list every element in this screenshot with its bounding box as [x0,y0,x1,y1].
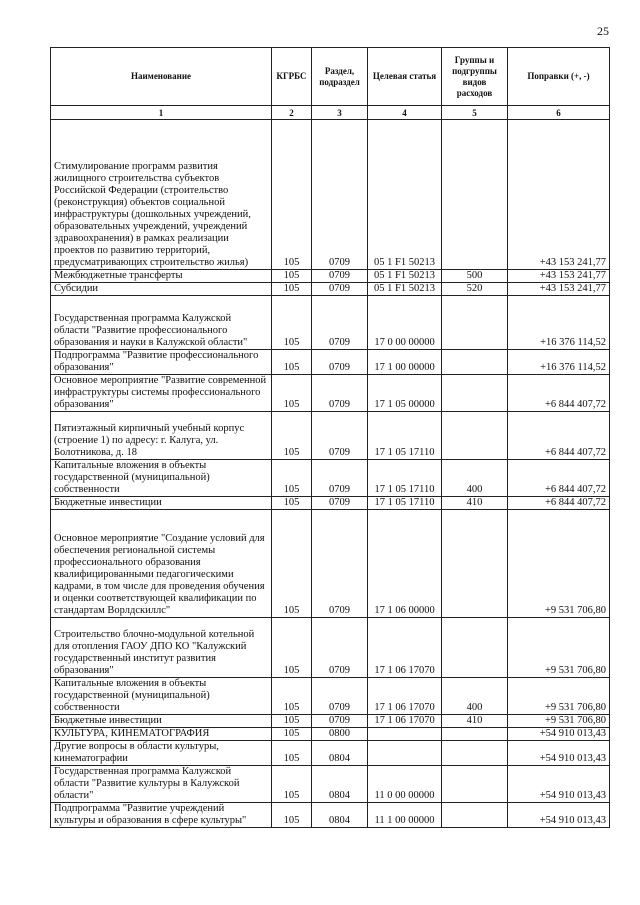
row-amount: +54 910 013,43 [508,728,610,741]
row-kgrbs: 105 [272,715,312,728]
row-expense-group [442,412,508,460]
row-expense-group [442,728,508,741]
table-row [51,678,610,715]
row-razdel: 0709 [312,350,368,375]
row-kgrbs: 105 [272,728,312,741]
row-name: КУЛЬТУРА, КИНЕМАТОГРАФИЯ [51,728,272,741]
row-expense-group: 400 [442,678,508,715]
row-kgrbs: 105 [272,510,312,618]
row-expense-group [442,120,508,270]
header-name: Наименование [51,48,272,106]
row-amount: +9 531 706,80 [508,678,610,715]
row-kgrbs: 105 [272,120,312,270]
row-razdel: 0709 [312,510,368,618]
table-row [51,715,610,728]
row-name: Бюджетные инвестиции [51,715,272,728]
budget-table [50,47,610,828]
row-kgrbs: 105 [272,618,312,678]
row-razdel: 0709 [312,497,368,510]
row-target-article: 05 1 F1 50213 [368,120,442,270]
row-expense-group [442,296,508,350]
row-amount: +43 153 241,77 [508,283,610,296]
row-kgrbs: 105 [272,766,312,803]
row-razdel: 0709 [312,460,368,497]
row-razdel: 0709 [312,715,368,728]
row-amount: +6 844 407,72 [508,497,610,510]
row-target-article: 05 1 F1 50213 [368,270,442,283]
row-amount: +6 844 407,72 [508,375,610,412]
header-target: Целевая статья [368,48,442,106]
column-number-row [51,106,610,120]
row-razdel: 0709 [312,120,368,270]
table-row [51,497,610,510]
row-target-article: 17 0 00 00000 [368,296,442,350]
header-amount: Поправки (+, -) [508,48,610,106]
table-row [51,375,610,412]
row-razdel: 0804 [312,803,368,828]
header-kgrbs: КГРБС [272,48,312,106]
row-name: Другие вопросы в области культуры, кинематографии [51,741,272,766]
column-number: 1 [51,106,272,120]
row-expense-group: 410 [442,715,508,728]
row-kgrbs: 105 [272,350,312,375]
row-amount: +54 910 013,43 [508,766,610,803]
row-amount: +9 531 706,80 [508,510,610,618]
row-target-article [368,728,442,741]
row-razdel: 0709 [312,412,368,460]
row-target-article: 17 1 05 17110 [368,412,442,460]
row-name: Основное мероприятие "Развитие современной инфраструктуры системы профессионального образования" [51,375,272,412]
table-row [51,510,610,618]
row-expense-group [442,803,508,828]
table-row [51,120,610,270]
row-kgrbs: 105 [272,741,312,766]
row-name: Государственная программа Калужской области "Развитие культуры в Калужской области" [51,766,272,803]
table-header-row [51,48,610,106]
row-name: Основное мероприятие "Создание условий для обеспечения региональной системы профессионального образования квалифицированными педагогическими кадрами, в том числе для проведения обучения и оценки соответствующей квалификации по стандартам Ворлдскиллс" [51,510,272,618]
row-expense-group [442,350,508,375]
row-kgrbs: 105 [272,270,312,283]
table-row [51,270,610,283]
row-expense-group: 410 [442,497,508,510]
row-expense-group [442,618,508,678]
row-expense-group: 520 [442,283,508,296]
row-name: Капитальные вложения в объекты государственной (муниципальной) собственности [51,678,272,715]
row-razdel: 0709 [312,270,368,283]
table-row [51,350,610,375]
header-group: Группы и подгруппы видов расходов [442,48,508,106]
row-name: Межбюджетные трансферты [51,270,272,283]
row-target-article: 05 1 F1 50213 [368,283,442,296]
row-razdel: 0709 [312,375,368,412]
row-kgrbs: 105 [272,375,312,412]
row-kgrbs: 105 [272,460,312,497]
row-name: Бюджетные инвестиции [51,497,272,510]
column-number: 4 [368,106,442,120]
row-target-article: 17 1 06 00000 [368,510,442,618]
row-name: Стимулирование программ развития жилищного строительства субъектов Российской Федерации (строительство (реконструкция) объектов социальной инфраструктуры (дошкольных учреждений, образовательных учреждений, учреждений здравоохранения) в рамках реализации проектов по развитию территорий, предусматривающих строительство жилья) [51,120,272,270]
table-row [51,460,610,497]
row-razdel: 0804 [312,741,368,766]
row-target-article: 17 1 00 00000 [368,350,442,375]
column-number: 3 [312,106,368,120]
row-kgrbs: 105 [272,296,312,350]
column-number: 2 [272,106,312,120]
row-expense-group [442,766,508,803]
row-name: Государственная программа Калужской области "Развитие профессионального образования и науки в Калужской области" [51,296,272,350]
row-amount: +54 910 013,43 [508,803,610,828]
row-kgrbs: 105 [272,412,312,460]
row-target-article [368,741,442,766]
row-kgrbs: 105 [272,678,312,715]
row-target-article: 17 1 06 17070 [368,678,442,715]
row-target-article: 17 1 06 17070 [368,715,442,728]
row-amount: +6 844 407,72 [508,412,610,460]
table-row [51,618,610,678]
row-expense-group [442,741,508,766]
row-amount: +16 376 114,52 [508,296,610,350]
row-expense-group: 400 [442,460,508,497]
row-name: Подпрограмма "Развитие учреждений культуры и образования в сфере культуры" [51,803,272,828]
row-target-article: 17 1 05 00000 [368,375,442,412]
row-amount: +6 844 407,72 [508,460,610,497]
table-row [51,412,610,460]
row-target-article: 11 1 00 00000 [368,803,442,828]
row-target-article: 17 1 06 17070 [368,618,442,678]
row-razdel: 0709 [312,283,368,296]
row-name: Капитальные вложения в объекты государственной (муниципальной) собственности [51,460,272,497]
table-row [51,803,610,828]
table-row [51,283,610,296]
row-kgrbs: 105 [272,497,312,510]
row-razdel: 0709 [312,678,368,715]
row-amount: +9 531 706,80 [508,618,610,678]
row-amount: +16 376 114,52 [508,350,610,375]
row-razdel: 0709 [312,618,368,678]
row-kgrbs: 105 [272,283,312,296]
row-name: Строительство блочно-модульной котельной для отопления ГАОУ ДПО КО "Калужский государственный институт развития образования" [51,618,272,678]
table-row [51,766,610,803]
row-amount: +9 531 706,80 [508,715,610,728]
row-razdel: 0804 [312,766,368,803]
row-expense-group: 500 [442,270,508,283]
row-name: Подпрограмма "Развитие профессионального образования" [51,350,272,375]
row-target-article: 11 0 00 00000 [368,766,442,803]
page-number: 25 [597,24,609,38]
header-razdel: Раздел, подраздел [312,48,368,106]
table-row [51,296,610,350]
column-number: 5 [442,106,508,120]
row-name: Субсидии [51,283,272,296]
row-razdel: 0709 [312,296,368,350]
row-expense-group [442,510,508,618]
row-name: Пятиэтажный кирпичный учебный корпус (строение 1) по адресу: г. Калуга, ул. Болотникова, д. 18 [51,412,272,460]
column-number: 6 [508,106,610,120]
row-target-article: 17 1 05 17110 [368,460,442,497]
row-kgrbs: 105 [272,803,312,828]
row-razdel: 0800 [312,728,368,741]
row-target-article: 17 1 05 17110 [368,497,442,510]
table-row [51,741,610,766]
row-amount: +54 910 013,43 [508,741,610,766]
row-expense-group [442,375,508,412]
table-row [51,728,610,741]
row-amount: +43 153 241,77 [508,120,610,270]
row-amount: +43 153 241,77 [508,270,610,283]
